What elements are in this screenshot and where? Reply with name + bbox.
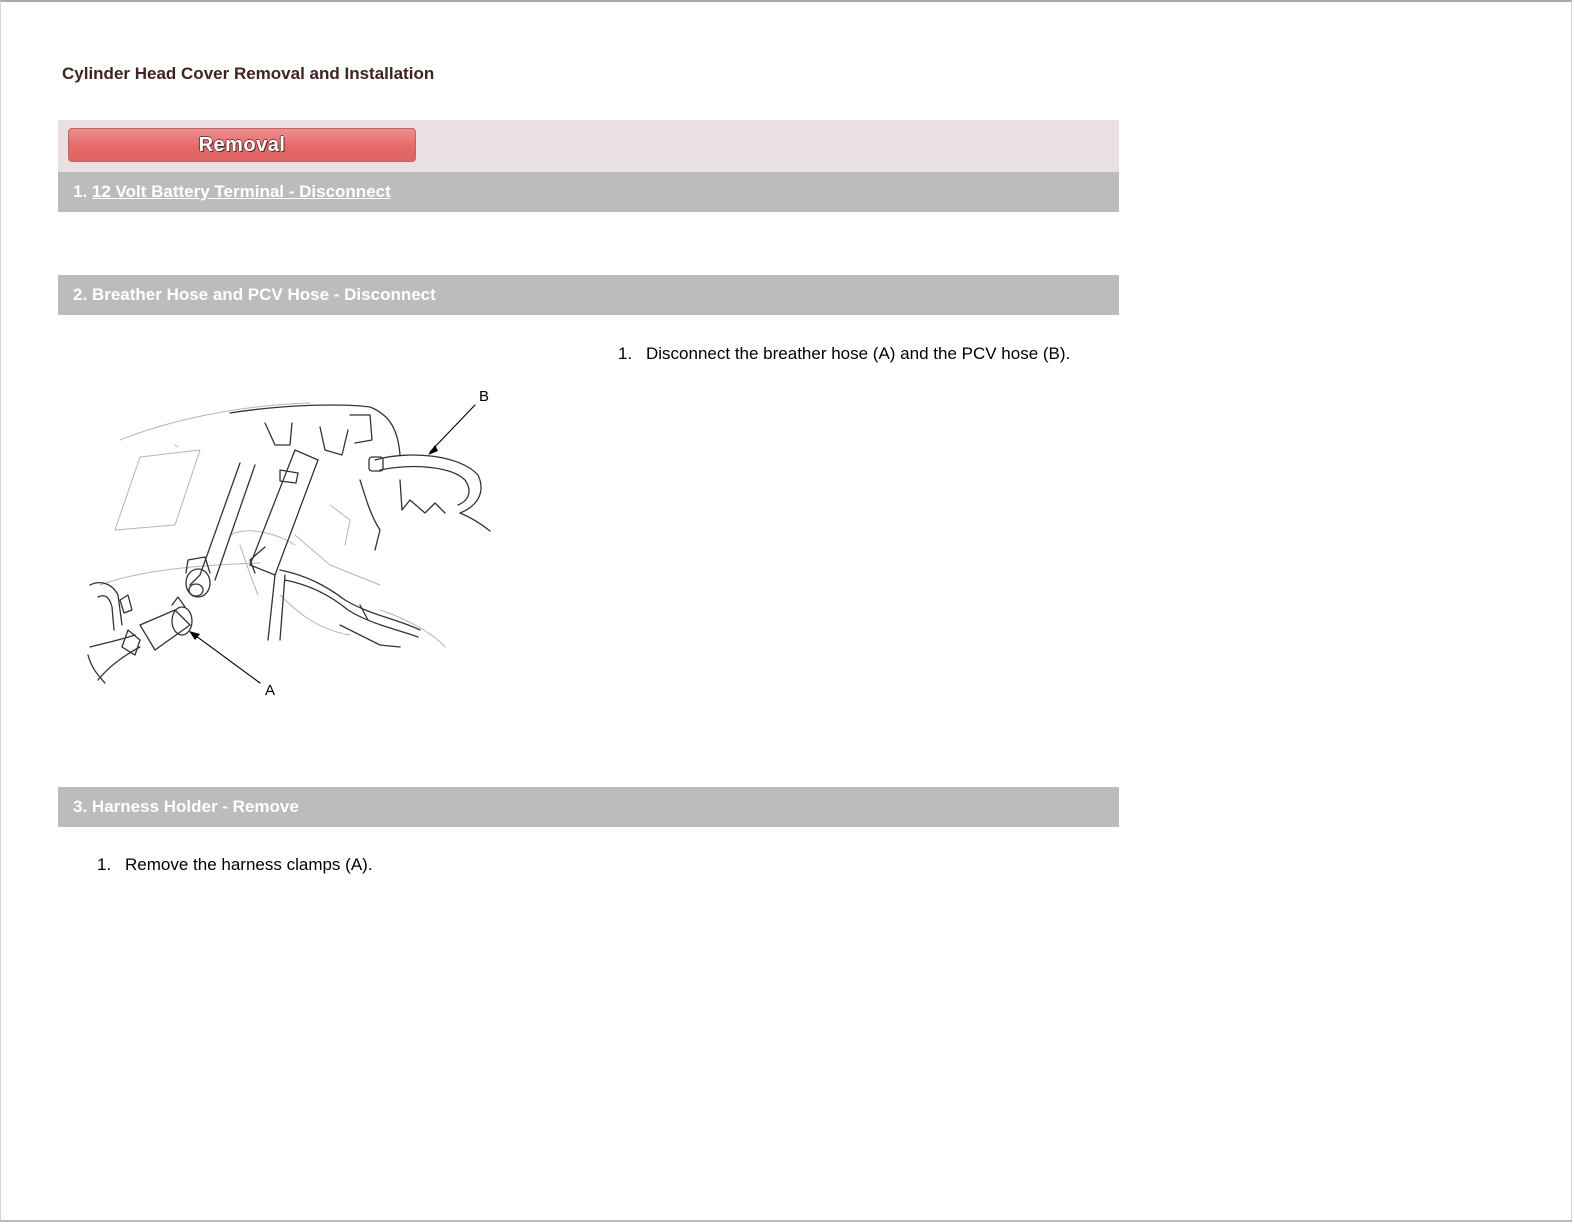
- instruction-text: Disconnect the breather hose (A) and the PCV hose (B).: [646, 344, 1071, 363]
- step-2-header: [58, 275, 1119, 315]
- page-title: Cylinder Head Cover Removal and Installation: [62, 64, 435, 83]
- instruction-text: Remove the harness clamps (A).: [125, 855, 373, 874]
- breather-pcv-hose-illustration: [80, 385, 500, 705]
- callout-b-label: B: [479, 388, 490, 405]
- step-3-header: [58, 787, 1119, 827]
- step-1-link[interactable]: 12 Volt Battery Terminal - Disconnect: [91, 182, 391, 201]
- instruction-number: 1.: [618, 344, 633, 363]
- removal-band: [58, 120, 1119, 172]
- step-2-instruction: [618, 344, 1070, 364]
- removal-button[interactable]: Removal: [68, 128, 416, 162]
- step-3-instruction: [97, 855, 373, 875]
- step-1-header: [58, 172, 1119, 212]
- step-1-number: 1.: [73, 182, 88, 201]
- step-2-number: 2.: [73, 285, 88, 304]
- callout-a-label: A: [265, 682, 276, 699]
- instruction-number: 1.: [97, 855, 112, 874]
- step-3-title: Harness Holder - Remove: [91, 797, 299, 816]
- step-2-title: Breather Hose and PCV Hose - Disconnect: [91, 285, 436, 304]
- step-3-number: 3.: [73, 797, 88, 816]
